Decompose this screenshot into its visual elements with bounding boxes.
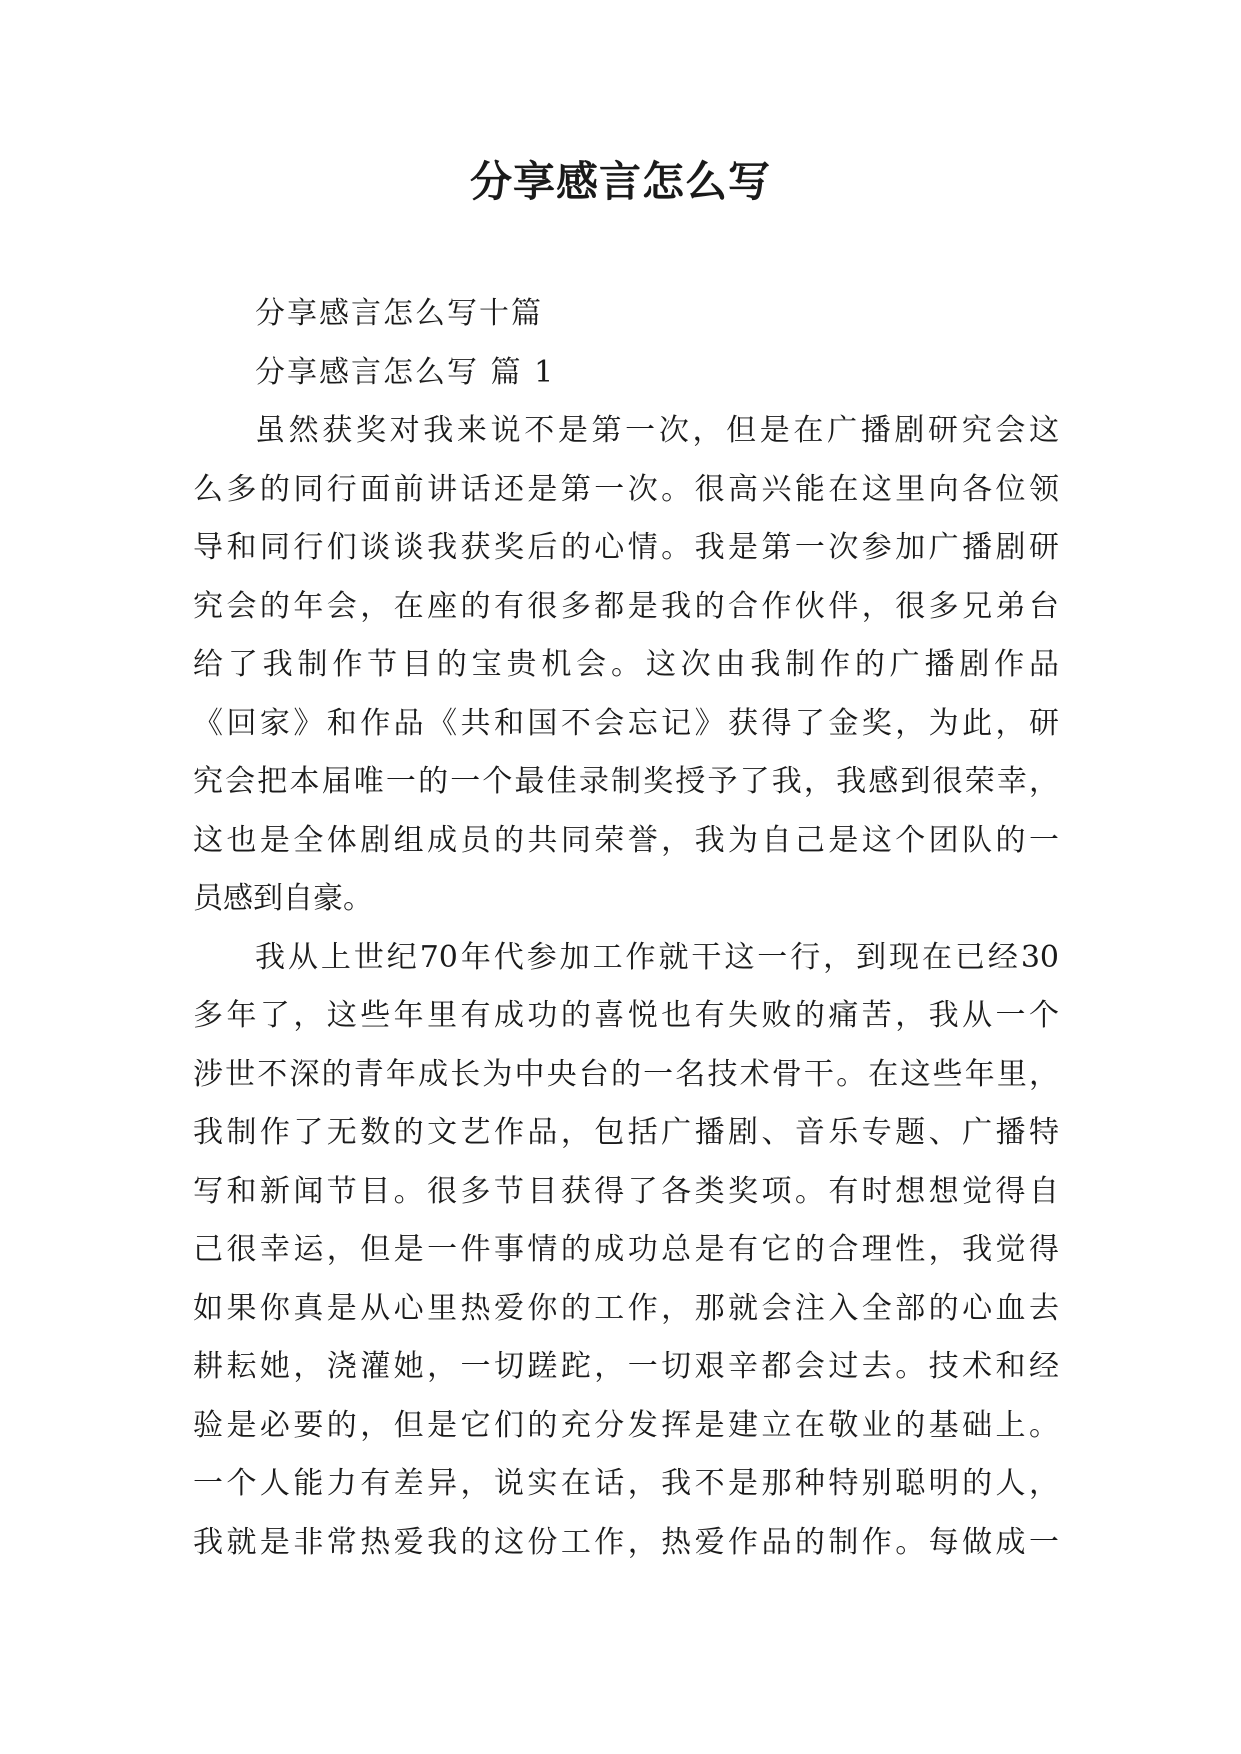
paragraph-line: 多年了，这些年里有成功的喜悦也有失败的痛苦，我从一个 (193, 998, 1059, 1033)
paragraph-line: 验是必要的，但是它们的充分发挥是建立在敬业的基础上。 (193, 1407, 1059, 1443)
paragraph-line: 一个人能力有差异，说实在话，我不是那种特别聪明的人， (193, 1466, 1059, 1501)
paragraph-line: 我从上世纪70年代参加工作就干这一行，到现在已经30 (255, 939, 1059, 975)
section-heading: 分享感言怎么写 篇 1 (255, 354, 556, 390)
paragraph-line: 究会把本届唯一的一个最佳录制奖授予了我，我感到很荣幸， (193, 764, 1059, 799)
paragraph-line: 这也是全体剧组成员的共同荣誉，我为自己是这个团队的一 (193, 822, 1059, 858)
paragraph-line: 究会的年会，在座的有很多都是我的合作伙伴，很多兄弟台 (193, 588, 1059, 624)
paragraph-line: 耕耘她，浇灌她，一切蹉跎，一切艰辛都会过去。技术和经 (193, 1349, 1059, 1384)
paragraph-line: 虽然获奖对我来说不是第一次，但是在广播剧研究会这 (255, 413, 1059, 448)
document-subtitle: 分享感言怎么写十篇 (255, 296, 543, 331)
paragraph-line: 给了我制作节目的宝贵机会。这次由我制作的广播剧作品 (193, 647, 1059, 682)
paragraph-line: 《回家》和作品《共和国不会忘记》获得了金奖，为此，研 (193, 705, 1059, 741)
paragraph-2 (193, 929, 1059, 1573)
paragraph-line: 导和同行们谈谈我获奖后的心情。我是第一次参加广播剧研 (193, 530, 1059, 565)
paragraph-line: 如果你真是从心里热爱你的工作，那就会注入全部的心血去 (193, 1290, 1059, 1326)
paragraph-line: 我就是非常热爱我的这份工作，热爱作品的制作。每做成一 (193, 1524, 1059, 1560)
document-body (193, 285, 1059, 1572)
paragraph-line: 我制作了无数的文艺作品，包括广播剧、音乐专题、广播特 (193, 1115, 1059, 1150)
paragraph-line: 写和新闻节目。很多节目获得了各类奖项。有时想想觉得自 (193, 1173, 1059, 1209)
paragraph-line: 涉世不深的青年成长为中央台的一名技术骨干。在这些年里， (193, 1056, 1059, 1092)
paragraph-line: 己很幸运，但是一件事情的成功总是有它的合理性，我觉得 (193, 1232, 1059, 1267)
paragraph-line: 么多的同行面前讲话还是第一次。很高兴能在这里向各位领 (193, 471, 1059, 507)
paragraph-line: 员感到自豪。 (193, 881, 373, 916)
paragraph-1 (193, 402, 1059, 929)
document-title: 分享感言怎么写 (469, 157, 771, 206)
